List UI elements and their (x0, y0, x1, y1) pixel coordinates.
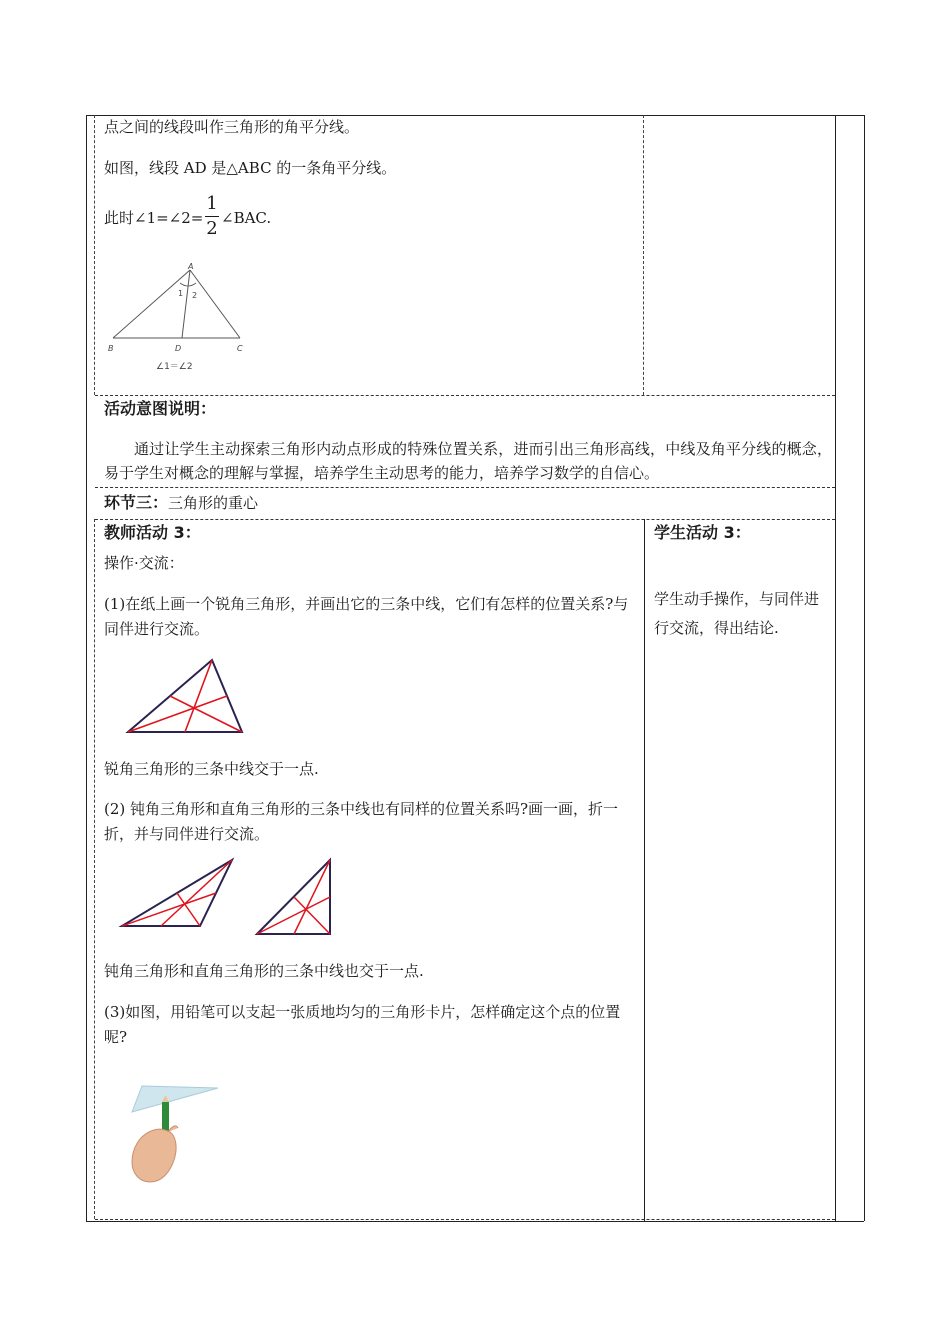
label-c: C (237, 344, 243, 353)
fraction-bar (205, 216, 219, 217)
fraction-denominator: 2 (206, 218, 218, 239)
right-median-a (257, 897, 330, 934)
label-a: A (188, 262, 194, 271)
figure-intro-text: 如图，线段 AD 是△ABC 的一条角平分线。 (104, 159, 397, 177)
obtuse-median-b (161, 860, 232, 926)
section-row (104, 490, 258, 516)
question-2: (2) 钝角三角形和直角三角形的三条中线也有同样的位置关系吗?画一画，折一折，并与同伴进行交流。 (104, 800, 619, 843)
definition-text: 点之间的线段叫作三角形的角平分线。 (104, 118, 360, 136)
triangle-card (132, 1086, 218, 1112)
table-col-border (835, 115, 836, 1221)
conclusion-1: 锐角三角形的三条中线交于一点. (104, 760, 319, 778)
intent-body: 通过让学生主动探索三角形内动点形成的特殊位置关系，进而引出三角形高线，中线及角平分线的概念，易于学生对概念的理解与掌握，培养学生主动思考的能力，培养学习数学的自信心。 (104, 440, 832, 482)
table-bottom-border (86, 1221, 864, 1222)
median-a (128, 696, 227, 732)
formula-prefix: 此时∠1=∠2= (104, 209, 204, 227)
section-heading: 环节三： (104, 493, 169, 512)
label-b: B (108, 344, 114, 353)
side-ac (190, 270, 240, 338)
teacher-heading: 教师活动 3： (104, 523, 201, 542)
label-d: D (175, 344, 182, 353)
median-c (170, 696, 242, 732)
table-right-border (864, 115, 865, 1221)
label-angle-2: 2 (192, 291, 198, 300)
table-left-border (86, 115, 87, 1221)
cell-mid-solid (644, 519, 645, 1221)
right-median-c (294, 897, 330, 934)
section-title: 三角形的重心 (168, 494, 259, 512)
formula-suffix: ∠BAC. (221, 209, 272, 227)
intent-heading: 活动意图说明： (104, 399, 217, 418)
fraction-numerator: 1 (206, 193, 218, 214)
row-divider-2 (95, 487, 835, 488)
cell-mid-dash (643, 115, 644, 395)
obtuse-median-c (177, 893, 200, 926)
thumb (168, 1126, 178, 1132)
question-1: (1)在纸上画一个锐角三角形，并画出它的三条中线，它们有怎样的位置关系?与同伴进行交流。 (104, 595, 629, 638)
row-divider-bottom (95, 1219, 835, 1220)
cell-left-dash (94, 115, 95, 395)
angle-bisector-figure (100, 258, 260, 378)
side-ab (113, 270, 190, 338)
conclusion-2: 钝角三角形和直角三角形的三条中线也交于一点. (104, 962, 424, 980)
pencil-balance-figure (124, 1082, 224, 1186)
right-median-b (294, 860, 330, 934)
label-angle-1: 1 (178, 289, 184, 298)
obtuse-right-triangles-figure (118, 856, 338, 940)
acute-triangle-medians-figure (124, 656, 248, 736)
hand (132, 1129, 176, 1182)
teacher-operation: 操作·交流： (104, 554, 184, 572)
figure-caption: ∠1＝∠2 (156, 362, 193, 372)
student-heading: 学生活动 3： (654, 523, 751, 542)
bisector-ad (182, 270, 190, 338)
question-3: (3)如图，用铅笔可以支起一张质地均匀的三角形卡片，怎样确定这个点的位置呢? (104, 1003, 621, 1046)
student-body: 学生动手操作，与同伴进行交流，得出结论. (654, 590, 820, 637)
cell-left-dash-2 (94, 519, 95, 1219)
